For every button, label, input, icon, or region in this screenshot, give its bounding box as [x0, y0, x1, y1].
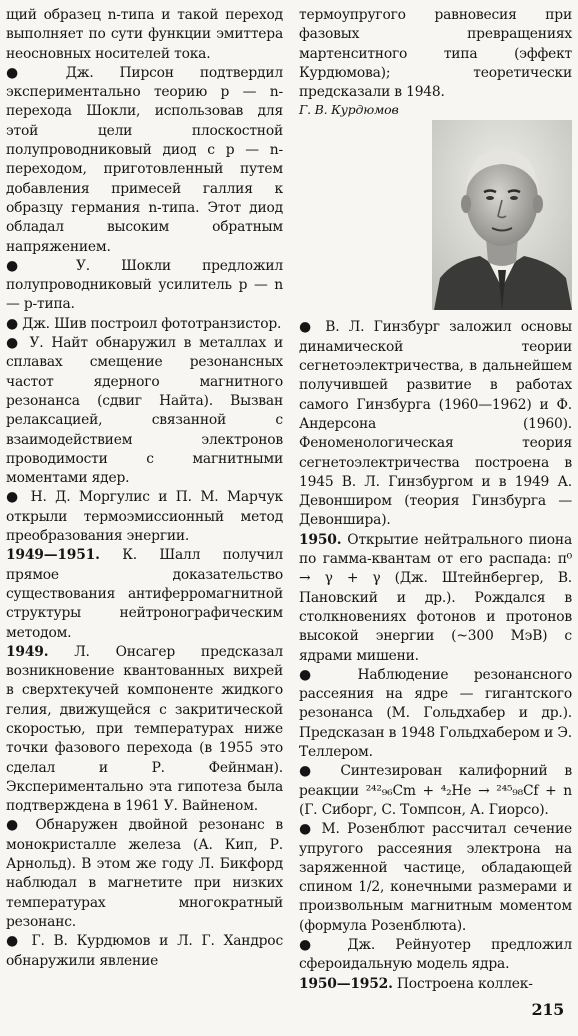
paragraph: ● У. Найт обнаружил в металлах и сплавах смещение резонансных частот ядерного магнитного резонанса (сдвиг Найта). Вызван релаксацией, связанной с взаимодействием электронов проводимости с магнитными моментами ядер. [6, 335, 283, 487]
paragraph-text: К. Шалл получил прямое доказательство существования антиферромагнитной структуры нейтронографическим методом. [6, 547, 283, 641]
year-label: 1949. [6, 643, 49, 660]
portrait-area [299, 120, 572, 310]
paragraph: ● М. Розенблют рассчитал сечение упругого рассеяния электрона на заряженной частице, обладающей спином 1/2, конечными размерами и произвольным магнитным моментом (формула Розенблюта). [299, 821, 572, 934]
paragraph-text: Открытие нейтрального пиона по гамма-квантам от его распада: π⁰ → γ + γ (Дж. Штейнбергер, В. Пановский и др.). Рождался в столкновениях фотонов и протонов высокой энергии (~300 МэВ) с ядрами мишени. [299, 531, 572, 664]
year-label: 1949—1951. [6, 547, 100, 564]
paragraph-text: Л. Онсагер предсказал возникновение квантованных вихрей в сверхтекучей компоненте жидкого гелия, движущейся с закритической скоростью, при температурах ниже точки фазового перехода (в 1955 это сделал и Р. Фейнман). Экспериментально эта гипотеза была подтверждена в 1961 У. Вайненом. [6, 643, 283, 815]
paragraph: щий образец n-типа и такой переход выполняет по сути функции эмиттера неосновных носителей тока. [6, 7, 283, 62]
portrait-caption: Г. В. Курдюмов [299, 102, 399, 118]
paragraph: ● Дж. Пирсон подтвердил экспериментально теорию p — n-перехода Шокли, использовав для этой цели плоскостной полупроводниковый диод с p — n-переходом, приготовленный путем добавления примесей галлия к образцу германия n-типа. Этот диод обладал высоким обратным напряжением. [6, 64, 283, 255]
paragraph: ● Наблюдение резонансного рассеяния на ядре — гигантского резонанса (М. Гольдхабер и др.). Предсказан в 1948 Гольдхабером и Э. Теллером. [299, 666, 572, 761]
paragraph [299, 531, 572, 666]
paragraph [299, 975, 572, 994]
paragraph [6, 546, 283, 642]
paragraph: ● Г. В. Курдюмов и Л. Г. Хандрос обнаружили явление [6, 933, 283, 969]
right-column [299, 6, 572, 994]
paragraph: ● У. Шокли предложил полупроводниковый усилитель p — n — p-типа. [6, 257, 283, 313]
paragraph [6, 643, 283, 817]
paragraph: ● В. Л. Гинзбург заложил основы динамической теории сегнетоэлектричества, в дальнейшем получившей развитие в работах самого Гинзбурга (1960—1962) и Ф. Андерсона (1960). Феноменологическая теория сегнетоэлектричества построена в 1945 В. Л. Гинзбургом и в 1949 А. Девонширом (теория Гинзбурга — Девоншира). [299, 319, 572, 529]
left-column [6, 6, 283, 971]
portrait-photo [432, 120, 572, 310]
paragraph: ● Обнаружен двойной резонанс в монокристалле железа (А. Кип, Р. Арнольд). В этом же году Л. Бикфорд наблюдал в магнетите при низких температурах многократный резонанс. [6, 817, 283, 930]
paragraph: ● Н. Д. Моргулис и П. М. Марчук открыли термоэмиссионный метод преобразования энергии. [6, 489, 283, 545]
year-label: 1950. [299, 531, 342, 548]
paragraph: термоупругого равновесия при фазовых превращениях мартенситного типа (эффект Курдюмова); теоретически предсказали в 1948. [299, 7, 572, 101]
paragraph: ● Синтезирован калифорний в реакции ²⁴²₉₆Cm + ⁴₂He → ²⁴⁵₉₈Cf + n (Г. Сиборг, С. Томпсон, А. Гиорсо). [299, 763, 572, 818]
paragraph: ● Дж. Рейнуотер предложил сфероидальную модель ядра. [299, 936, 572, 973]
paragraph-text: Построена коллек- [392, 975, 533, 992]
year-label: 1950—1952. [299, 975, 393, 992]
page-number: 215 [531, 1000, 564, 1019]
paragraph: ● Дж. Шив построил фототранзистор. [6, 315, 282, 332]
